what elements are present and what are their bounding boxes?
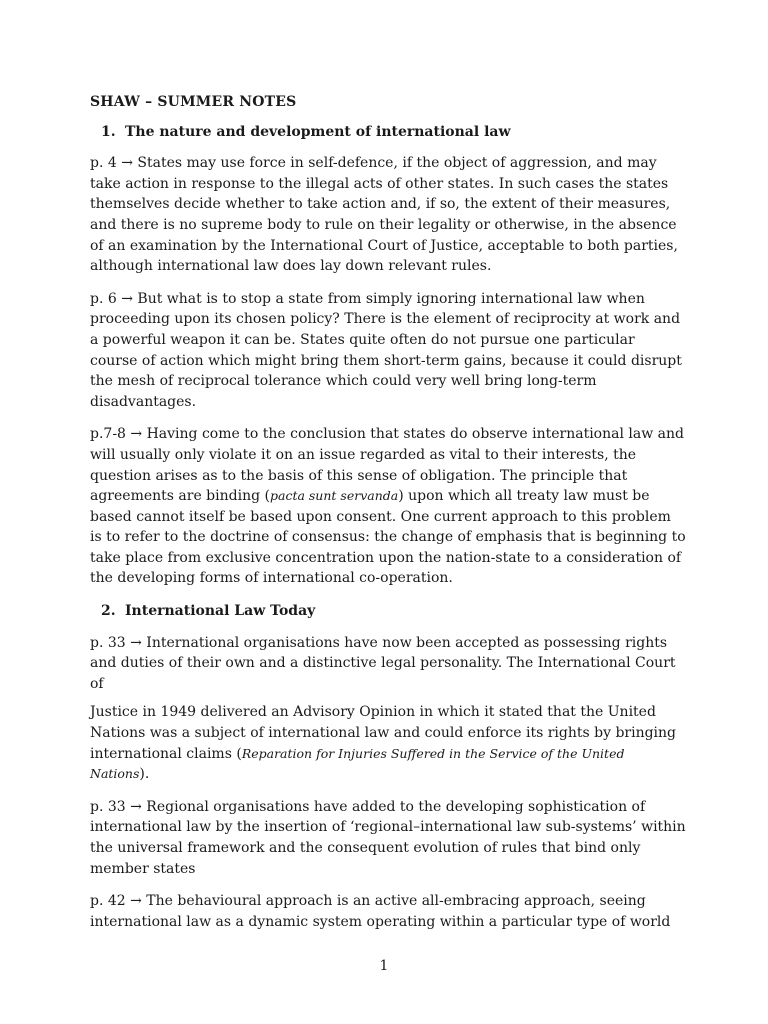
section-title: International Law Today: [125, 603, 316, 620]
document-body: [90, 92, 686, 944]
paragraph: p. 33 → Regional organisations have added to the developing sophistication of international law by the insertion of ‘regional–international law sub-systems’ within the universal framework and the consequent evolution of rules that bind only member states: [90, 798, 686, 877]
paragraph: p. 4 → States may use force in self-defence, if the object of aggression, and may take action in response to the illegal acts of other states. In such cases the states themselves decide whether to take action and, if so, the extent of their measures, and there is no supreme body to rule on their legality or otherwise, in the absence of an examination by the International Court of Justice, acceptable to both parties, although international law does lay down relevant rules.: [90, 155, 678, 275]
paragraph: [90, 424, 686, 589]
paragraph-text: ).: [139, 766, 150, 783]
page-number: 1: [379, 958, 389, 974]
section-heading: [90, 122, 686, 143]
case-citation: Reparation for Injuries Suffered in the Service of the United Nations: [90, 745, 625, 782]
paragraph: p. 42 → The behavioural approach is an active all-embracing approach, seeing international law as a dynamic system operating within a particular type of world: [90, 893, 671, 930]
paragraph: p. 6 → But what is to stop a state from simply ignoring international law when proceeding upon its chosen policy? There is the element of reciprocity at work and a powerful weapon it can be. States quite often do not pursue one particular course of action which might bring them short-term gains, because it could disrupt the mesh of reciprocal tolerance which could very well bring long-term disadvantages.: [90, 290, 682, 410]
section-title: The nature and development of international law: [125, 123, 511, 140]
latin-phrase: pacta sunt servanda: [269, 488, 399, 504]
paragraph-text: p.7-8 → Having come to the conclusion that states do observe international law and will usually only violate it on an issue regarded as vital to their interests, the question arises as to the basis of this sense of obligation. The principle that agreements are binding (: [90, 426, 684, 505]
document-title: SHAW – SUMMER NOTES: [90, 94, 297, 110]
section-number: 2.: [101, 603, 116, 620]
paragraph-text: Justice in 1949 delivered an Advisory Opinion in which it stated that the United Nations was a subject of international law and could enforce its rights by bringing international claims (: [90, 704, 677, 762]
paragraph: [90, 702, 686, 784]
section-heading: [90, 601, 686, 622]
section-number: 1.: [101, 123, 116, 140]
paragraph-text: ) upon which all treaty law must be based cannot itself be based upon consent. One current approach to this problem is to refer to the doctrine of consensus: the change of emphasis that is beginning to take place from exclusive concentration upon the nation-state to a consideration of the developing forms of international co-operation.: [90, 488, 686, 587]
paragraph: p. 33 → International organisations have now been accepted as possessing rights and duties of their own and a distinctive legal personality. The International Court of: [90, 634, 676, 692]
